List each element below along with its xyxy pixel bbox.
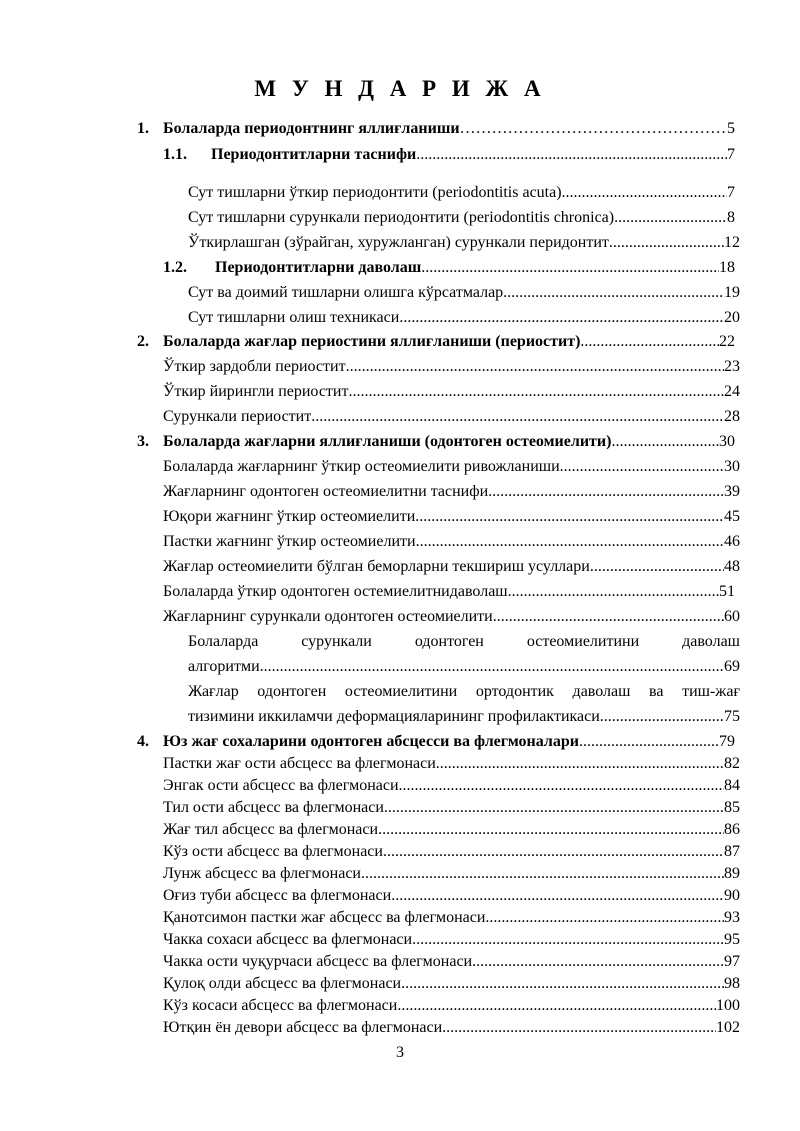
toc-entry-title: Ютқин ён девори абсцесс ва флегмонаси — [163, 1019, 443, 1036]
toc-page-number: 28 — [724, 408, 740, 425]
toc-page-number: 93 — [724, 909, 740, 926]
toc-entry-title: Тил ости абсцесс ва флегмонаси — [163, 799, 384, 816]
toc-entry-title: Қулоқ олди абсцесс ва флегмонаси — [163, 975, 402, 992]
toc-entry-title: Лунж абсцесс ва флегмонаси — [163, 865, 361, 882]
dot-leader — [384, 797, 724, 819]
toc-section-1-1[interactable] — [163, 144, 735, 166]
dot-leader — [397, 995, 716, 1017]
toc-entry[interactable] — [163, 841, 740, 863]
toc-section-number: 1.2. — [163, 259, 187, 276]
toc-entry-title: Периодонтитларни даволаш — [215, 259, 422, 276]
toc-entry-title: Жағлар остеомиелити бўлган беморларни текшириш усуллари — [163, 558, 590, 575]
toc-entry-line-1[interactable] — [188, 631, 740, 653]
toc-entry[interactable] — [188, 207, 735, 229]
toc-entry[interactable] — [163, 775, 740, 797]
dot-leader — [488, 481, 724, 503]
toc-page-number: 95 — [724, 931, 740, 948]
dot-leader — [579, 731, 719, 753]
toc-page-number: 97 — [724, 953, 740, 970]
dot-leader — [416, 531, 724, 553]
toc-entry-title: Қанотсимон пастки жағ абсцесс ва флегмонаси — [163, 909, 486, 926]
toc-chapter-3[interactable] — [137, 431, 735, 453]
toc-chapter-number: 1. — [137, 120, 149, 137]
toc-entry-title: Оғиз туби абсцесс ва флегмонаси — [163, 887, 392, 904]
toc-page-number: 12 — [724, 234, 740, 251]
toc-entry[interactable] — [163, 531, 740, 553]
dot-leader — [401, 973, 724, 995]
dot-leader — [611, 431, 719, 453]
toc-page-number: 69 — [724, 658, 740, 675]
toc-entry[interactable] — [163, 929, 740, 951]
toc-entry-title: Чакка сохаси абсцесс ва флегмонаси — [163, 931, 413, 948]
toc-entry[interactable] — [163, 995, 740, 1017]
toc-page-number: 79 — [719, 733, 735, 750]
toc-entry[interactable] — [163, 581, 735, 603]
toc-entry[interactable] — [163, 406, 740, 428]
dot-leader — [391, 885, 724, 907]
toc-entry-title: Жағларнинг одонтоген остеомиелитни таснифи — [163, 483, 489, 500]
toc-entry-title: Жағларнинг сурункали одонтоген остеомиелити — [163, 608, 493, 625]
toc-entry-title: Болаларда жағларни яллиғланиши (одонтоген остеомиелити) — [163, 433, 612, 450]
toc-entry-title-continued: тизимини иккиламчи деформацияларининг профилактикаси — [188, 708, 600, 725]
toc-entry[interactable] — [163, 456, 740, 478]
toc-entry[interactable] — [163, 819, 740, 841]
toc-entry-title: Кўз косаси абсцесс ва флегмонаси — [163, 997, 398, 1014]
toc-entry[interactable] — [163, 481, 740, 503]
toc-page-number: 90 — [724, 887, 740, 904]
dot-leader — [600, 706, 724, 728]
dot-leader — [485, 907, 724, 929]
toc-entry[interactable] — [188, 232, 740, 254]
toc-entry[interactable] — [163, 606, 740, 628]
toc-entry-line-2[interactable] — [188, 656, 740, 678]
toc-entry[interactable] — [163, 797, 740, 819]
toc-page-number: 102 — [716, 1019, 740, 1036]
toc-entry-title: Пастки жағ ости абсцесс ва флегмонаси — [163, 755, 436, 772]
toc-entry-title: Ўткир зардобли периостит — [163, 358, 346, 375]
toc-entry[interactable] — [163, 381, 740, 403]
dot-leader — [609, 232, 724, 254]
dot-leader — [472, 951, 724, 973]
toc-page-number: 24 — [724, 383, 740, 400]
toc-entry-title: Ўткир йирингли периостит — [163, 383, 349, 400]
toc-entry[interactable] — [163, 863, 740, 885]
toc-entry[interactable] — [188, 307, 740, 329]
toc-entry[interactable] — [163, 753, 740, 775]
toc-page-number: 30 — [719, 433, 735, 450]
toc-page-number: 46 — [724, 533, 740, 550]
toc-entry-title: Кўз ости абсцесс ва флегмонаси — [163, 843, 383, 860]
dot-leader — [399, 775, 724, 797]
dot-leader — [580, 331, 719, 353]
toc-entry-title: Жағлар одонтоген остеомиелитини ортодонтик даволаш ва тиш-жағ — [188, 683, 740, 700]
toc-entry-title: Юз жағ сохаларини одонтоген абсцесси ва флегмоналари — [163, 733, 579, 750]
toc-page-number: 75 — [724, 708, 740, 725]
toc-entry[interactable] — [188, 282, 740, 304]
dot-leader — [415, 506, 724, 528]
toc-entry-title: Сут ва доимий тишларни олишга кўрсатмалар — [188, 284, 504, 301]
toc-section-number: 1.1. — [163, 146, 187, 163]
toc-entry-title: Болаларда периодонтнинг яллиғланиши — [163, 120, 460, 137]
toc-page-number: 7 — [727, 146, 735, 163]
toc-page-number: 22 — [719, 333, 735, 350]
toc-page-number: 100 — [716, 997, 740, 1014]
dot-leader — [383, 841, 724, 863]
toc-page-number: 48 — [724, 558, 740, 575]
toc-page-number: 89 — [724, 865, 740, 882]
toc-page-number: 5 — [727, 120, 735, 137]
toc-chapter-4[interactable] — [137, 731, 735, 753]
dot-leader — [562, 182, 727, 204]
dot-leader — [590, 556, 724, 578]
dot-leader — [348, 381, 724, 403]
toc-page-number: 84 — [724, 777, 740, 794]
toc-page-number: 7 — [727, 184, 735, 201]
dot-leader — [361, 863, 724, 885]
toc-page-number: 85 — [724, 799, 740, 816]
toc-entry-title: Юқори жағнинг ўткир остеомиелити — [163, 508, 416, 525]
toc-page-number: 19 — [724, 284, 740, 301]
toc-entry-title: Болаларда ўткир одонтоген остемиелитнидаволаш — [163, 583, 508, 600]
toc-entry-line-2[interactable] — [188, 706, 740, 728]
toc-page-number: 98 — [724, 975, 740, 992]
toc-entry-title: Пастки жағнинг ўткир остеомиелити — [163, 533, 416, 550]
toc-page-number: 30 — [724, 458, 740, 475]
toc-entry-title: Болаларда жағлар периостини яллиғланиши (периостит) — [163, 333, 581, 350]
toc-page-number: 39 — [724, 483, 740, 500]
toc-page-number: 60 — [724, 608, 740, 625]
toc-entry-title: Сут тишларни ўткир периодонтити (periodontitis acuta) — [188, 184, 562, 201]
toc-page-number: 86 — [724, 821, 740, 838]
dot-leader — [412, 929, 724, 951]
dot-leader — [421, 257, 719, 279]
page-title: М У Н Д А Р И Ж А — [254, 76, 546, 101]
dot-leader — [399, 307, 724, 329]
toc-page-number: 20 — [724, 309, 740, 326]
toc-entry-title: Сут тишларни сурункали периодонтити (periodontitis chronica) — [188, 209, 615, 226]
toc-entry[interactable] — [163, 356, 740, 378]
toc-page-number: 8 — [727, 209, 735, 226]
toc-entry-title: Болаларда сурункали одонтоген остеомиелитини даволаш — [188, 633, 740, 650]
toc-entry-title: Чакка ости чуқурчаси абсцесс ва флегмонаси — [163, 953, 473, 970]
toc-entry[interactable] — [163, 556, 740, 578]
toc-entry-line-1[interactable] — [188, 681, 740, 703]
toc-page-number: 87 — [724, 843, 740, 860]
dot-leader — [614, 207, 727, 229]
toc-chapter-number: 4. — [137, 733, 149, 750]
toc-chapter-number: 2. — [137, 333, 149, 350]
toc-entry-title: Болаларда жағларнинг ўткир остеомиелити ривожланиши — [163, 458, 560, 475]
dot-leader — [460, 118, 727, 140]
toc-entry[interactable] — [188, 182, 735, 204]
dot-leader — [508, 581, 719, 603]
dot-leader — [442, 1017, 716, 1039]
toc-page-number: 51 — [719, 583, 735, 600]
dot-leader — [311, 406, 724, 428]
toc-page-number: 45 — [724, 508, 740, 525]
dot-leader — [260, 656, 724, 678]
toc-entry[interactable] — [163, 907, 740, 929]
toc-entry[interactable] — [163, 951, 740, 973]
toc-entry-title: Энгак ости абсцесс ва флегмонаси — [163, 777, 399, 794]
dot-leader — [560, 456, 724, 478]
dot-leader — [503, 282, 724, 304]
toc-page-number: 18 — [719, 259, 735, 276]
toc-section-1-2[interactable] — [163, 257, 735, 279]
dot-leader — [436, 753, 724, 775]
dot-leader — [493, 606, 724, 628]
toc-chapter-number: 3. — [137, 433, 149, 450]
toc-chapter-2[interactable] — [137, 331, 735, 353]
toc-entry[interactable] — [163, 885, 740, 907]
toc-entry-title: Периодонтитларни таснифи — [211, 146, 417, 163]
toc-entry-title: Ўткирлашган (зўрайган, хуружланган) сурункали перидонтит — [188, 234, 609, 251]
toc-entry[interactable] — [163, 973, 740, 995]
dot-leader — [416, 144, 727, 166]
toc-entry[interactable] — [163, 506, 740, 528]
toc-page-number: 23 — [724, 358, 740, 375]
toc-page-number: 82 — [724, 755, 740, 772]
toc-entry-title-continued: алгоритми — [188, 658, 260, 675]
toc-entry[interactable] — [163, 1017, 740, 1039]
toc-entry-title: Сут тишларни олиш техникаси — [188, 309, 400, 326]
dot-leader — [378, 819, 724, 841]
dot-leader — [346, 356, 724, 378]
toc-entry-title: Жағ тил абсцесс ва флегмонаси — [163, 821, 379, 838]
toc-entry-title: Сурункали периостит — [163, 408, 312, 425]
toc-chapter-1[interactable] — [137, 118, 735, 140]
page-number: 3 — [396, 1044, 404, 1061]
